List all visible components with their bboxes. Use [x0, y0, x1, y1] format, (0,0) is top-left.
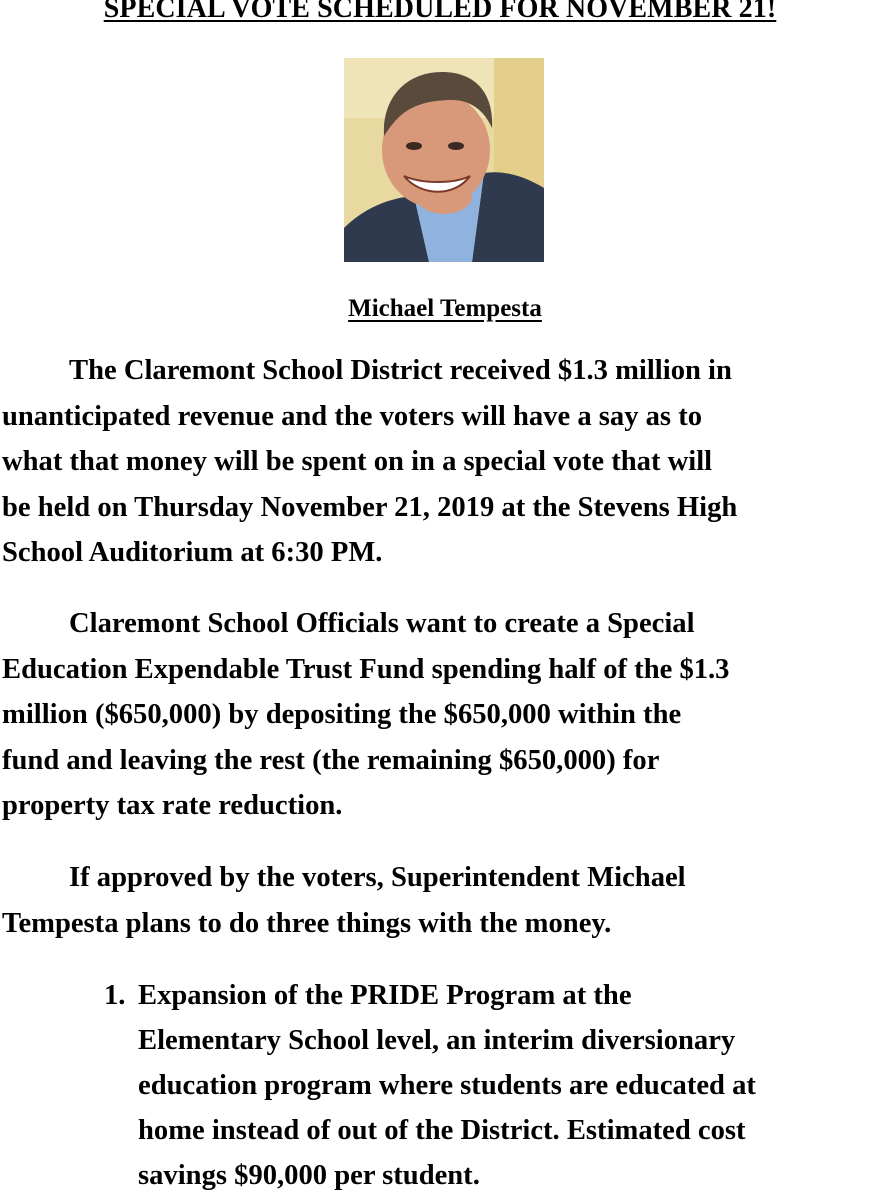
text-line: be held on Thursday November 21, 2019 at the Stevens High	[2, 491, 738, 523]
text-line: unanticipated revenue and the voters will have a say as to	[2, 400, 703, 432]
text-line: Expansion of the PRIDE Program at the	[138, 980, 632, 1011]
text-line: what that money will be spent on in a special vote that will	[2, 446, 713, 478]
paragraph-plans	[2, 855, 880, 946]
paragraph-trust-fund	[2, 601, 880, 829]
photo-caption: Michael Tempesta	[348, 295, 542, 322]
headline: SPECIAL VOTE SCHEDULED FOR NOVEMBER 21!	[103, 0, 777, 24]
portrait-photo	[344, 58, 544, 262]
text-line: Elementary School level, an interim diversionary	[138, 1025, 736, 1056]
text-line: The Claremont School District received $1.3 million in	[69, 355, 732, 386]
list-item	[104, 973, 880, 1198]
text-line: million ($650,000) by depositing the $650,000 within the	[2, 699, 682, 731]
text-line: Education Expendable Trust Fund spending half of the $1.3	[2, 653, 730, 685]
text-line: savings $90,000 per student.	[138, 1160, 480, 1191]
text-line: If approved by the voters, Superintendent Michael	[69, 862, 686, 893]
text-line: home instead of out of the District. Estimated cost	[138, 1115, 746, 1146]
list-number: 1.	[104, 980, 126, 1011]
numbered-list	[104, 973, 880, 1198]
text-line: property tax rate reduction.	[2, 790, 343, 822]
text-line: Tempesta plans to do three things with the money.	[2, 907, 612, 939]
portrait-illustration	[344, 58, 544, 262]
paragraph-revenue	[2, 348, 880, 576]
text-line: education program where students are educated at	[138, 1070, 756, 1101]
text-line: School Auditorium at 6:30 PM.	[2, 537, 383, 569]
text-line: Claremont School Officials want to create a Special	[69, 608, 695, 639]
text-line: fund and leaving the rest (the remaining $650,000) for	[2, 744, 660, 776]
